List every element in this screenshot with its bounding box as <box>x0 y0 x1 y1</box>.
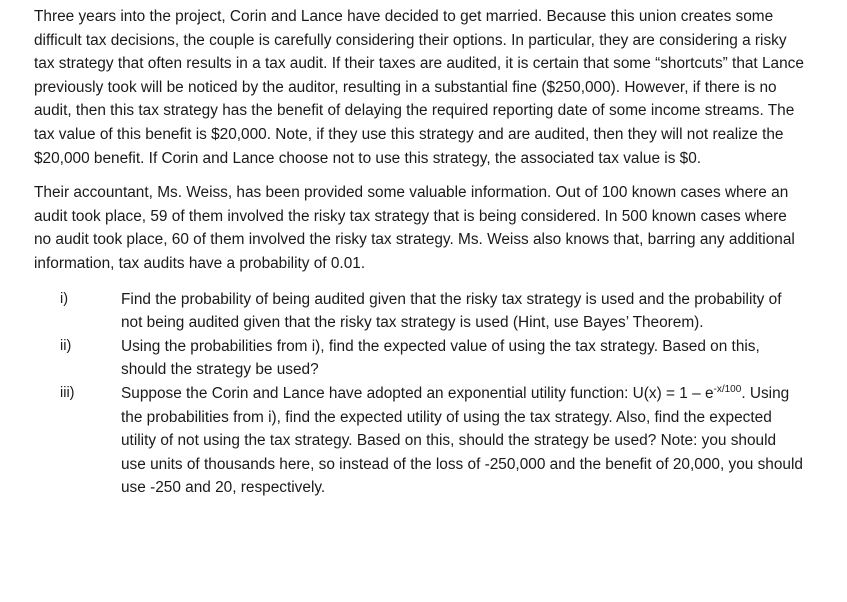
question-list <box>34 288 804 500</box>
question-text: Find the probability of being audited given that the risky tax strategy is used and the probability of not being audited given that the risky tax strategy is used (Hint, use Bayes’ Theorem). <box>121 290 782 332</box>
document-body <box>34 5 804 500</box>
question-item <box>34 288 804 335</box>
formula-exponent: -x/100 <box>713 383 742 395</box>
question-item <box>34 335 804 382</box>
question-text-after-formula: . Using the probabilities from i), find the expected utility of using the tax strategy. Also, find the expected utility of not using the tax strategy. Based on this, should the strategy be used? Note: you should use units of thousands here, so instead of the loss of -250,000 and the benefit of 20,000, you should use -250 and 20, respectively. <box>121 384 803 497</box>
question-number: ii) <box>60 337 72 354</box>
question-number: iii) <box>60 384 75 401</box>
accountant-paragraph: Their accountant, Ms. Weiss, has been provided some valuable information. Out of 100 known cases where an audit took place, 59 of them involved the risky tax strategy that is being considered. In 500 known cases where no audit took place, 60 of them involved the risky tax strategy. Ms. Weiss also knows that, barring any additional information, tax audits have a probability of 0.01. <box>34 184 795 272</box>
question-text <box>121 382 804 500</box>
question-number: i) <box>60 290 69 307</box>
question-item <box>34 382 804 500</box>
question-text: Using the probabilities from i), find the expected value of using the tax strategy. Based on this, should the strategy be used? <box>121 337 760 379</box>
intro-paragraph: Three years into the project, Corin and Lance have decided to get married. Because this union creates some difficult tax decisions, the couple is carefully considering their options. In particular, they are considering a risky tax strategy that often results in a tax audit. If their taxes are audited, it is certain that some “shortcuts” that Lance previously took will be noticed by the auditor, resulting in a substantial fine ($250,000). However, if there is no audit, then this tax strategy has the benefit of delaying the required reporting date of some income streams. The tax value of this benefit is $20,000. Note, if they use this strategy and are audited, then they will not realize the $20,000 benefit. If Corin and Lance choose not to use this strategy, the associated tax value is $0. <box>34 8 804 167</box>
question-text-before-formula: Suppose the Corin and Lance have adopted an exponential utility function: U(x) = 1 – e <box>121 384 714 402</box>
